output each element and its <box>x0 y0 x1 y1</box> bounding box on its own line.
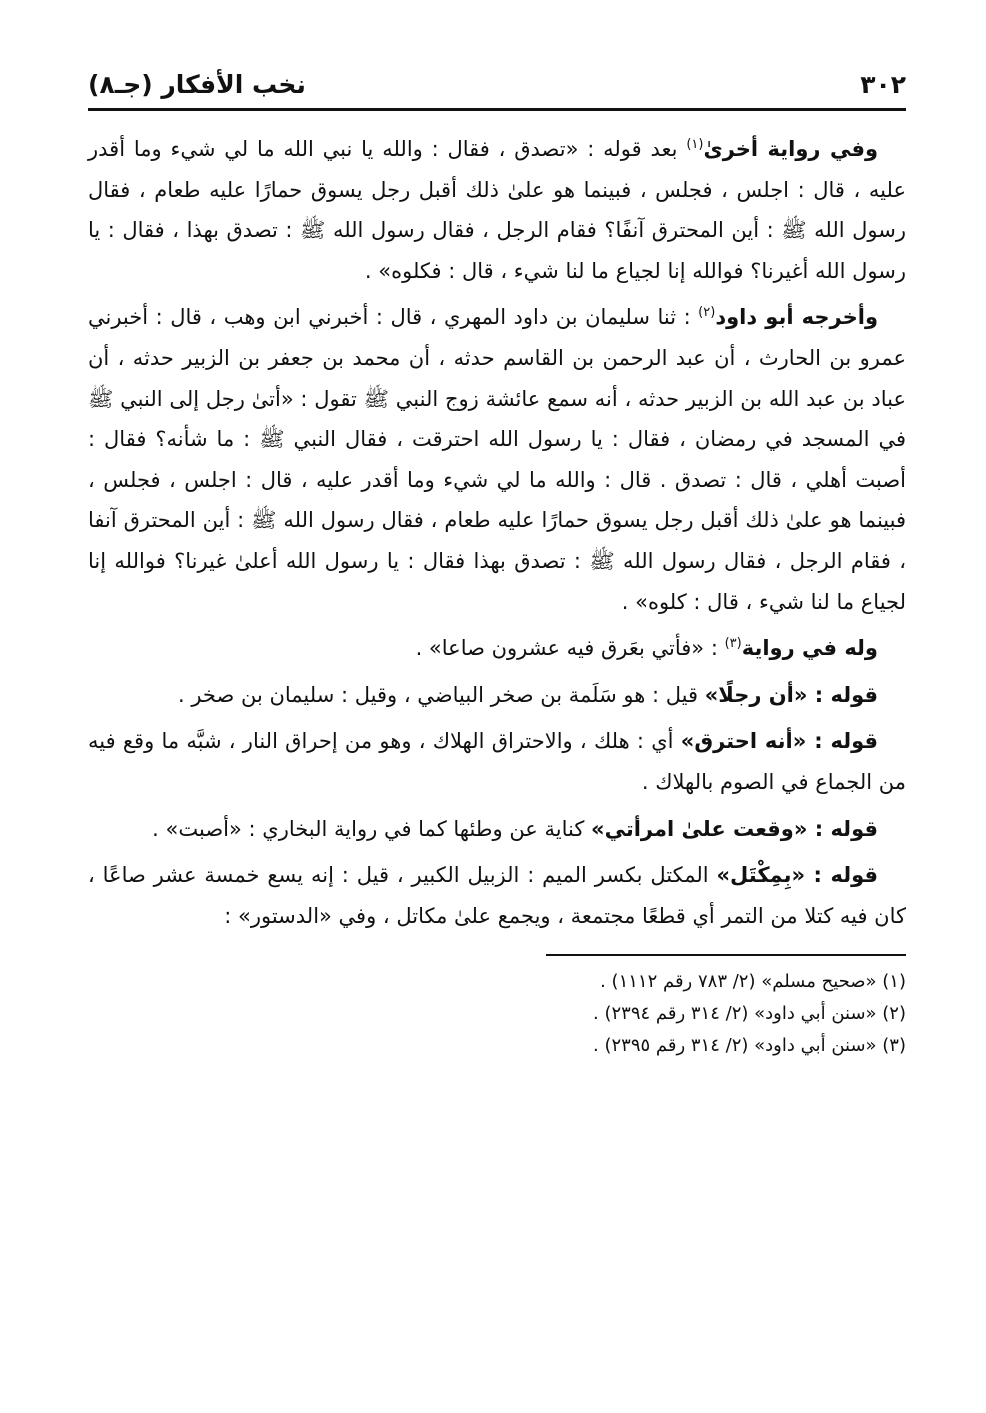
paragraph-body: بعد قوله : «تصدق ، فقال : والله يا نبي الله ما لي شيء وما أقدر عليه ، قال : اجلس ، فجلس ، فبينما هو علىٰ ذلك أقبل رجل يسوق حمارًا عليه طعام ، فقال رسول الله ﷺ : أين المحترق آنفًا؟ فقام الرجل ، فقال رسول الله ﷺ : تصدق بهذا ، فقال : يا رسول الله أغيرنا؟ فوالله إنا لجياع ما لنا شيء ، قال : فكلوه» . <box>88 137 906 283</box>
paragraph-lead: قوله : «وقعت علىٰ امرأتي» <box>591 816 878 841</box>
paragraph-lead: وأخرجه أبو داود <box>715 305 878 330</box>
footnote-1: (١) «صحيح مسلم» (٢/ ٧٨٣ رقم ١١١٢) . <box>600 971 906 993</box>
page-number: ٣٠٢ <box>860 70 906 99</box>
footnote-3: (٣) «سنن أبي داود» (٢/ ٣١٤ رقم ٢٣٩٥) . <box>593 1035 906 1057</box>
paragraph-body: : ثنا سليمان بن داود المهري ، قال : أخبرني ابن وهب ، قال : أخبرني عمرو بن الحارث ، أن عبد الرحمن بن القاسم حدثه ، أن محمد بن جعفر بن الزبير حدثه ، أن عباد بن عبد الله بن الزبير حدثه ، أنه سمع عائشة زوج النبي ﷺ تقول : «أتىٰ رجل إلى النبي ﷺ في المسجد في رمضان ، فقال : يا رسول الله احترقت ، فقال النبي ﷺ : ما شأنه؟ فقال : أصبت أهلي ، قال : تصدق . قال : والله ما لي شيء وما أقدر عليه ، قال : اجلس ، فجلس ، فبينما هو علىٰ ذلك أقبل رجل يسوق حمارًا عليه طعام ، فقال رسول الله ﷺ : أين المحترق آنفا ، فقام الرجل ، فقال رسول الله ﷺ : تصدق بهذا فقال : يا رسول الله أعلىٰ غيرنا؟ فوالله إنا لجياع ما لنا شيء ، قال : كلوه» . <box>88 305 906 614</box>
footnote-2: (٢) «سنن أبي داود» (٢/ ٣١٤ رقم ٢٣٩٤) . <box>593 1003 906 1025</box>
paragraph-2 <box>88 297 906 622</box>
book-page <box>88 60 906 1360</box>
paragraph-lead: وفي رواية أخرىٰ <box>703 137 879 161</box>
paragraph-lead: وله في رواية <box>741 636 878 661</box>
paragraph-lead: قوله : «أن رجلًا» <box>704 682 878 707</box>
footnote-rule <box>546 954 906 956</box>
page-header <box>88 60 906 102</box>
paragraph-6 <box>88 809 906 850</box>
paragraph-7 <box>88 855 906 936</box>
paragraph-5 <box>88 721 906 802</box>
footnotes <box>88 966 906 1062</box>
footnote-ref: (٢) <box>698 305 716 321</box>
book-title: نخب الأفكار (جـ٨) <box>88 70 306 99</box>
paragraph-4 <box>88 675 906 716</box>
header-rule <box>88 108 906 111</box>
footnote-ref: (١) <box>686 137 704 152</box>
paragraph-body: : «فأتي بعَرق فيه عشرون صاعا» . <box>415 636 725 661</box>
footnote-ref: (٣) <box>724 636 742 652</box>
paragraph-body: قيل : هو سَلَمة بن صخر البياضي ، وقيل : سليمان بن صخر . <box>177 682 705 707</box>
paragraph-lead: قوله : «بِمِكْتَل» <box>716 863 878 888</box>
main-text <box>88 129 906 936</box>
paragraph-body: كناية عن وطئها كما في رواية البخاري : «أصبت» . <box>152 816 592 841</box>
paragraph-1 <box>88 129 906 291</box>
paragraph-3 <box>88 628 906 669</box>
paragraph-body: أي : هلك ، والاحتراق الهلاك ، وهو من إحراق النار ، شبَّه ما وقع فيه من الجماع في الصوم بالهلاك . <box>88 729 906 794</box>
paragraph-body: المكتل بكسر الميم : الزبيل الكبير ، قيل : إنه يسع خمسة عشر صاعًا ، كان فيه كتلا من التمر أي قطعًا مجتمعة ، ويجمع علىٰ مكاتل ، وفي «الدستور» : <box>88 863 906 928</box>
paragraph-lead: قوله : «أنه احترق» <box>680 729 879 754</box>
